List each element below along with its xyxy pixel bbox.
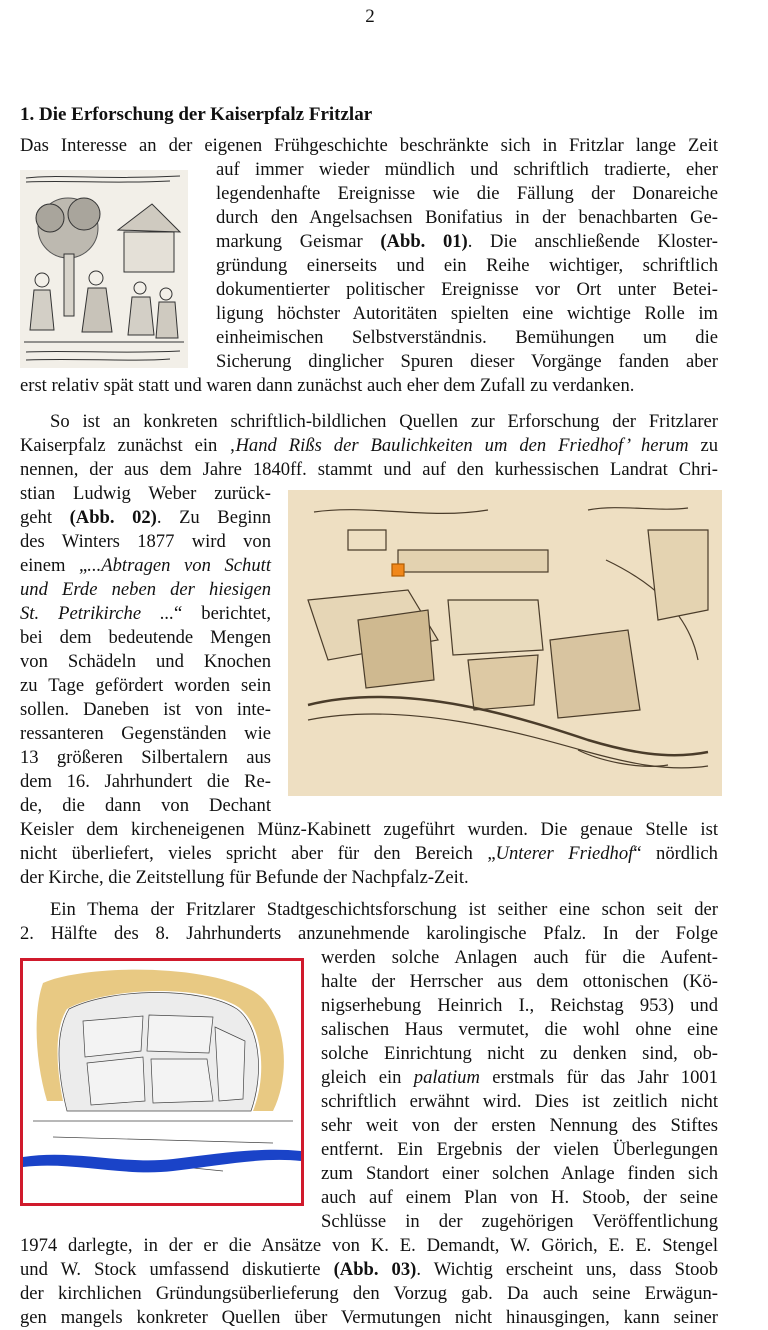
text-run: gründung einerseits und ein Reihe wichtiger, schriftlich [216,255,718,276]
text-run: der kirchlichen Gründungsüberlieferung den Vorzug gab. Da auch seine Erwägun- [20,1283,718,1304]
text-run: nennen, der aus dem Jahre 1840ff. stammt und auf den kurhessischen Landrat Chri- [20,459,718,480]
text-run: durch den Angelsachsen Bonifatius in der benachbarten Ge- [216,207,718,228]
text-run: sollen. Daneben ist von inte- [20,699,271,720]
p3-line [20,1306,718,1330]
p2-line [20,650,271,674]
text-run: Schlüsse in der zugehörigen Veröffentlichung [321,1211,718,1232]
text-run: So ist an konkreten schriftlich-bildlichen Quellen zur Erforschung der Fritzlarer [50,411,718,432]
text-run: (Abb. 02) [69,507,157,528]
text-run: der Kirche, die Zeitstellung für Befunde der Nachpfalz-Zeit. [20,867,469,888]
text-run: de, die dann von Dechant [20,795,271,816]
text-run: sehr weit von der ersten Nennung des Stiftes [321,1115,718,1136]
p3-line [20,1258,718,1282]
p1-line [216,206,718,230]
text-run: werden solche Anlagen auch für die Aufent- [321,947,718,968]
p2-line [20,842,718,866]
p2-line [50,410,718,434]
p3-line [20,1234,718,1258]
p2-line [20,674,271,698]
p3-line [321,994,718,1018]
p3-line [321,1162,718,1186]
text-run: . Wichtig erscheint uns, dass Stoob [416,1259,718,1280]
text-run: (Abb. 03) [333,1259,417,1280]
text-run: gen mangels konkreter Quellen über Vermutungen nicht hinausgingen, kann seiner [20,1307,718,1328]
text-run: auf immer wieder mündlich und schriftlich tradierte, eher [216,159,718,180]
text-run: Sicherung dinglicher Spuren dieser Vorgänge fanden aber [216,351,718,372]
p1-line [216,350,718,374]
text-run: dokumentierter politischer Ereignisse vor Ort unter Betei- [216,279,718,300]
text-run: 2. Hälfte des 8. Jahrhunderts anzunehmende karolingische Pfalz. In der Folge [20,923,718,944]
text-run: Ein Thema der Fritzlarer Stadtgeschichtsforschung ist seither eine schon seit der [50,899,718,920]
text-run: und Erde neben der hiesigen [20,579,271,600]
text-run: nicht überliefert, vieles spricht aber für den Bereich „ [20,843,496,864]
text-run: zum Standort einer solchen Anlage finden sich [321,1163,718,1184]
text-run: Das Interesse an der eigenen Frühgeschichte beschränkte sich in Fritzlar lange Zeit [20,135,718,156]
text-run: Hand Rißs der Baulichkeiten um den Friedhof’ herum [235,435,689,456]
p2-line [20,770,271,794]
p3-line [50,898,718,922]
p3-line [321,1186,718,1210]
text-run: stian Ludwig Weber zurück- [20,483,271,504]
p1-line [216,182,718,206]
text-run: schriftlich erwähnt wird. Dies ist zeitlich nicht [321,1091,718,1112]
p1-line [20,374,720,398]
text-run: einheimischen Selbstverständnis. Bemühungen um die [216,327,718,348]
p3-line [321,1066,718,1090]
text-run: halte der Herrscher aus dem ottonischen (Kö- [321,971,718,992]
text-run: palatium [413,1067,480,1088]
p1-line [216,254,718,278]
text-run: ...Abtragen von Schutt [87,555,271,576]
p1-line [216,230,718,254]
p2-line [20,722,271,746]
text-run: Kaiserpfalz zunächst ein ‚ [20,435,236,456]
text-run: und W. Stock umfassend diskutierte [20,1259,334,1280]
text-run: ligung höchster Autoritäten spielten eine wichtige Rolle im [216,303,718,324]
text-run: zu [688,435,718,456]
text-run: erstmals für das Jahr 1001 [479,1067,718,1088]
p2-line [20,602,271,626]
p3-line [321,1138,718,1162]
p3-line [321,1090,718,1114]
p3-line [321,1018,718,1042]
text-run: 1974 darlegte, in der er die Ansätze von K. E. Demandt, W. Görich, E. E. Stengel [20,1235,718,1256]
text-run: Unterer Friedhof [495,843,634,864]
text-run: Keisler dem kircheneigenen Münz-Kabinett zugeführt wurden. Die genaue Stelle ist [20,819,718,840]
figure-abb01-bonifatius-drawing [20,170,188,368]
text-run: “ berichtet, [174,603,271,624]
figure-abb02-hand-riss-plan [288,490,722,796]
text-run: des Winters 1877 wird von [20,531,271,552]
text-run: . Die anschließende Kloster- [467,231,718,252]
section-heading: 1. Die Erforschung der Kaiserpfalz Fritzlar [20,104,373,125]
p3-line [321,1114,718,1138]
p2-line [20,482,271,506]
text-run: geht [20,507,70,528]
p2-line [20,554,271,578]
p1-line [216,302,718,326]
p1-line [216,326,718,350]
text-run: legendenhafte Ereignisse wie die Fällung der Donareiche [216,183,718,204]
text-run: einem „ [20,555,88,576]
text-run: solche Einrichtung nicht zu denken sind, ob- [321,1043,718,1064]
text-run: markung Geismar [216,231,381,252]
text-run: salischen Haus vermutet, die wohl ohne eine [321,1019,718,1040]
text-run: auch auf einem Plan von H. Stoob, der seine [321,1187,718,1208]
text-run: nigserhebung Heinrich I., Reichstag 953) und [321,995,718,1016]
p2-line [20,578,271,602]
p3-line [321,1042,718,1066]
text-run: entfernt. Ein Ergebnis der vielen Überlegungen [321,1139,718,1160]
p3-line [321,970,718,994]
p3-line [20,1282,718,1306]
p3-line [20,922,718,946]
page-number: 2 [365,6,375,27]
p2-line [20,434,718,458]
p2-line [20,818,718,842]
text-run: von Schädeln und Knochen [20,651,271,672]
p2-line [20,866,720,890]
figure-abb03-stoob-plan [20,958,304,1206]
text-run: gleich ein [321,1067,414,1088]
p2-line [20,458,718,482]
p2-line [20,626,271,650]
p2-line [20,794,271,818]
p3-line [321,946,718,970]
text-run: 13 größeren Silbertalern aus [20,747,271,768]
p2-line [20,698,271,722]
p1-line [20,134,718,158]
text-run: bei dem bedeutende Mengen [20,627,271,648]
p2-line [20,746,271,770]
text-run: (Abb. 01) [380,231,468,252]
text-run: erst relativ spät statt und waren dann zunächst auch eher dem Zufall zu verdanken. [20,375,635,396]
p2-line [20,530,271,554]
text-run: . Zu Beginn [156,507,271,528]
p1-line [216,158,718,182]
text-run: “ nördlich [633,843,718,864]
text-run: dem 16. Jahrhundert die Re- [20,771,271,792]
text-run: zu Tage gefördert worden sein [20,675,271,696]
p3-line [321,1210,718,1234]
text-run: ressanteren Gegenständen wie [20,723,271,744]
text-run: St. Petrikirche ... [20,603,175,624]
p2-line [20,506,271,530]
river [23,1150,301,1173]
p1-line [216,278,718,302]
